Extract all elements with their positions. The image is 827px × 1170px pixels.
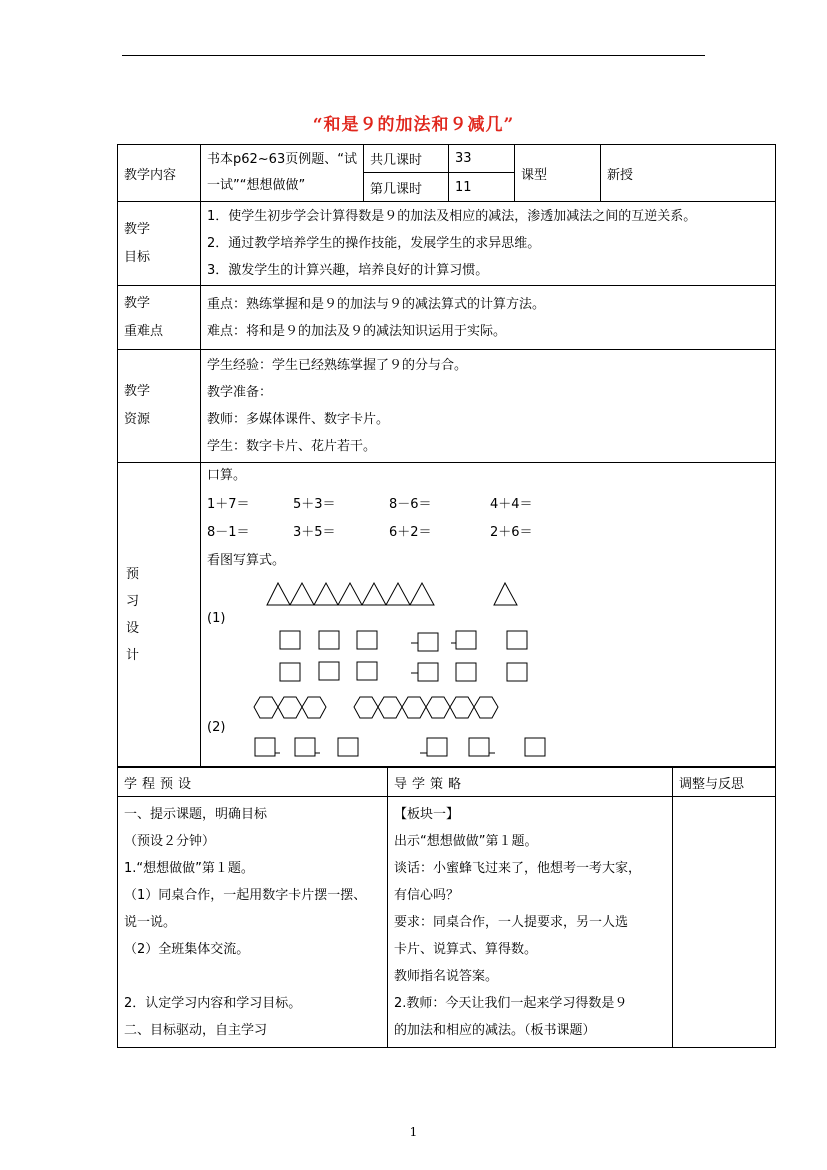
process-header: 学程预设	[118, 768, 388, 797]
process-table	[117, 767, 776, 1048]
strategy-line: 有信心吗？	[394, 888, 460, 903]
resource-line: 学生经验：学生已经熟练掌握了９的分与合。	[207, 358, 468, 373]
process-content	[118, 797, 388, 1048]
hexagons-icon	[254, 697, 498, 718]
item-2-label: (2)	[207, 720, 226, 735]
goal-line: 2．通过教学培养学生的操作技能，发展学生的求异思维。	[207, 236, 541, 251]
oral-problem: 3＋5＝	[293, 525, 336, 540]
strategy-content	[388, 797, 673, 1048]
process-line: 1.“想想做做”第１题。	[124, 861, 254, 876]
strategy-line: 卡片、说算式、算得数。	[394, 942, 538, 957]
answer-box-icon	[255, 738, 545, 756]
process-line: 2．认定学习内容和学习目标。	[124, 996, 302, 1011]
keypoints-content	[201, 286, 776, 350]
lesson-index-value: 11	[449, 173, 515, 202]
content-value: 书本p62~63页例题、“试一试”“想想做做”	[201, 145, 364, 202]
reflection-content	[673, 797, 776, 1048]
oral-problem: 4＋4＝	[490, 497, 533, 512]
process-line: （预设２分钟）	[124, 834, 216, 849]
keypoint-line: 难点：将和是９的加法及９的减法知识运用于实际。	[207, 323, 507, 339]
oral-heading: 口算。	[207, 468, 247, 483]
goals-label: 教学 目标	[118, 202, 201, 286]
preview-label: 预 习 设 计	[118, 463, 201, 767]
strategy-line: 的加法和相应的减法。（板书课题）	[394, 1023, 596, 1038]
oral-problem: 2＋6＝	[490, 525, 533, 540]
triangles-icon	[267, 583, 517, 605]
process-line: （2）全班集体交流。	[124, 942, 250, 957]
reflection-header: 调整与反思	[673, 768, 776, 797]
picture-problems	[201, 463, 771, 765]
strategy-line: 2.教师：今天让我们一起来学习得数是９	[394, 996, 628, 1011]
strategy-header: 导学策略	[388, 768, 673, 797]
page-title: “和是９的加法和９减几”	[312, 115, 515, 135]
goal-line: 1．使学生初步学会计算得数是９的加法及相应的减法，渗透加减法之间的互逆关系。	[207, 209, 697, 224]
strategy-line: 【板块一】	[394, 807, 460, 822]
lesson-type-value: 新授	[601, 145, 776, 202]
resource-line: 教学准备：	[207, 385, 273, 400]
content-label: 教学内容	[118, 145, 201, 202]
process-line: 说一说。	[124, 915, 177, 930]
page-number: 1	[409, 1125, 418, 1139]
strategy-line: 要求：同桌合作，一人提要求，另一人选	[394, 915, 629, 930]
lesson-info-table	[117, 144, 776, 767]
strategy-line: 教师指名说答案。	[394, 969, 499, 984]
goal-line: 3．激发学生的计算兴趣，培养良好的计算习惯。	[207, 263, 489, 278]
process-line: （1）同桌合作，一起用数字卡片摆一摆、	[124, 888, 367, 903]
oral-problem: 1＋7＝	[207, 497, 250, 512]
strategy-line: 出示“想想做做”第１题。	[394, 834, 538, 849]
oral-problem: 6＋2＝	[389, 525, 432, 540]
item-1-label: (1)	[207, 611, 226, 626]
lesson-type-label: 课型	[515, 145, 601, 202]
process-line	[124, 963, 381, 990]
total-lessons-value: 33	[449, 145, 515, 173]
oral-problem: 8－6＝	[389, 497, 432, 512]
oral-problem: 8－1＝	[207, 525, 250, 540]
resource-line: 教师：多媒体课件、数字卡片。	[207, 412, 390, 427]
goals-content	[201, 202, 776, 286]
picture-prompt: 看图写算式。	[207, 553, 286, 568]
oral-problem: 5＋3＝	[293, 497, 336, 512]
total-lessons-label: 共几课时	[364, 145, 449, 173]
preview-content	[201, 463, 776, 767]
keypoint-line: 重点：熟练掌握和是９的加法与９的减法算式的计算方法。	[207, 296, 546, 312]
resources-label: 教学 资源	[118, 350, 201, 463]
resources-content	[201, 350, 776, 463]
answer-box-icon	[280, 631, 527, 681]
keypoints-label: 教学 重难点	[118, 286, 201, 350]
resource-line: 学生：数字卡片、花片若干。	[207, 439, 377, 454]
lesson-index-label: 第几课时	[364, 173, 449, 202]
strategy-line: 谈话：小蜜蜂飞过来了，他想考一考大家，	[394, 861, 642, 876]
header-rule	[122, 55, 705, 56]
process-line: 二、目标驱动，自主学习	[124, 1023, 268, 1038]
process-line: 一、提示课题，明确目标	[124, 807, 268, 822]
